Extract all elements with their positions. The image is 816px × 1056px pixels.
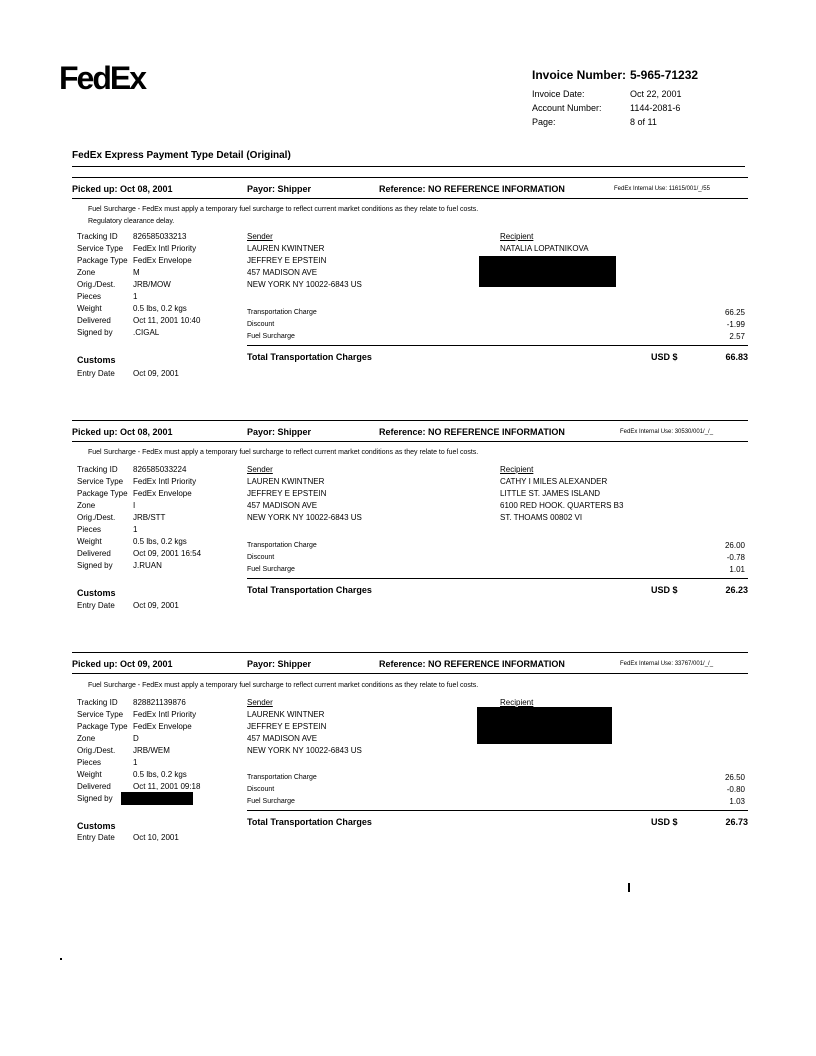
service-type-value: FedEx Intl Priority <box>133 477 197 486</box>
entry-date-value: Oct 10, 2001 <box>133 833 179 842</box>
recipient-line: ST. THOAMS 00802 VI <box>500 513 583 522</box>
signed-by-value: .CIGAL <box>133 328 160 337</box>
transportation-charge-value: 66.25 <box>724 308 745 317</box>
currency-label: USD $ <box>651 585 678 595</box>
recipient-line: NATALIA LOPATNIKOVA <box>500 244 589 253</box>
scan-mark <box>628 883 630 892</box>
fedex-logo <box>59 61 163 95</box>
discount-label: Discount <box>247 321 275 328</box>
internal-use: FedEx Internal Use: 11615/001/_/55 <box>614 186 710 192</box>
delivered-value: Oct 11, 2001 09:18 <box>133 782 201 791</box>
invoice-date-label: Invoice Date: <box>532 89 585 99</box>
entry-date-row <box>77 833 179 842</box>
payor: Payor: Shipper <box>247 659 312 669</box>
discount-value: -1.99 <box>726 320 745 329</box>
currency-label: USD $ <box>651 817 678 827</box>
payor: Payor: Shipper <box>247 184 312 194</box>
shipment-header <box>72 420 748 442</box>
sender-line: NEW YORK NY 10022-6843 US <box>247 513 362 522</box>
package-type-label: Package Type <box>77 489 128 498</box>
invoice-number-row <box>532 67 752 87</box>
weight-value: 0.5 lbs, 0.2 kgs <box>133 770 187 779</box>
shipment-header <box>72 177 748 199</box>
account-number-value: 1144-2081-6 <box>630 103 681 113</box>
package-type-label: Package Type <box>77 256 128 265</box>
invoice-date-row <box>532 87 752 101</box>
total-value: 26.73 <box>725 817 748 827</box>
shipment-header <box>72 652 748 674</box>
reference: Reference: NO REFERENCE INFORMATION <box>379 659 565 669</box>
svg-text:FedEx: FedEx <box>59 61 146 95</box>
weight-label: Weight <box>77 304 102 313</box>
delivered-label: Delivered <box>77 549 111 558</box>
reference: Reference: NO REFERENCE INFORMATION <box>379 427 565 437</box>
weight-label: Weight <box>77 770 102 779</box>
picked-up: Picked up: Oct 08, 2001 <box>72 184 173 194</box>
entry-date-label: Entry Date <box>77 833 115 842</box>
pieces-value: 1 <box>133 292 138 301</box>
entry-date-label: Entry Date <box>77 601 115 610</box>
transportation-charge-label: Transportation Charge <box>247 542 317 549</box>
shipment-details <box>77 464 201 572</box>
tracking-id-value: 828821139876 <box>133 698 186 707</box>
picked-up: Picked up: Oct 08, 2001 <box>72 427 173 437</box>
charges-block <box>247 772 748 808</box>
pieces-value: 1 <box>133 525 138 534</box>
shipment-note: Regulatory clearance delay. <box>88 218 175 225</box>
package-type-value: FedEx Envelope <box>133 256 192 265</box>
sender-block <box>247 231 362 291</box>
customs-heading: Customs <box>77 588 116 598</box>
tracking-id-label: Tracking ID <box>77 698 118 707</box>
fuel-surcharge-label: Fuel Surcharge <box>247 566 295 573</box>
customs-heading: Customs <box>77 355 116 365</box>
invoice-number-label: Invoice Number: <box>532 68 627 82</box>
entry-date-value: Oct 09, 2001 <box>133 369 179 378</box>
entry-date-label: Entry Date <box>77 369 115 378</box>
recipient-heading: Recipient <box>500 698 534 707</box>
discount-value: -0.80 <box>726 785 745 794</box>
pieces-label: Pieces <box>77 292 102 301</box>
service-type-value: FedEx Intl Priority <box>133 244 197 253</box>
recipient-block <box>500 464 623 524</box>
fuel-surcharge-value: 1.01 <box>729 565 745 574</box>
sender-line: 457 MADISON AVE <box>247 501 318 510</box>
shipment-note: Fuel Surcharge - FedEx must apply a temporary fuel surcharge to reflect current market conditions as they relate to fuel costs. <box>88 206 479 213</box>
orig-dest-value: JRB/STT <box>133 513 166 522</box>
sender-line: 457 MADISON AVE <box>247 268 318 277</box>
fuel-surcharge-value: 1.03 <box>729 797 745 806</box>
orig-dest-value: JRB/MOW <box>133 280 171 289</box>
page-label: Page: <box>532 117 556 127</box>
sender-line: LAUREN KWINTNER <box>247 477 325 486</box>
total-row <box>247 810 748 830</box>
account-number-row <box>532 101 752 115</box>
zone-value: M <box>133 268 140 277</box>
total-label: Total Transportation Charges <box>247 585 372 595</box>
sender-line: 457 MADISON AVE <box>247 734 318 743</box>
internal-use: FedEx Internal Use: 30530/001/_/_ <box>620 429 714 435</box>
currency-label: USD $ <box>651 352 678 362</box>
invoice-header <box>532 67 752 129</box>
shipment-details <box>77 231 200 339</box>
scan-mark <box>60 958 62 960</box>
entry-date-row <box>77 601 179 610</box>
package-type-value: FedEx Envelope <box>133 722 192 731</box>
weight-value: 0.5 lbs, 0.2 kgs <box>133 537 187 546</box>
delivered-label: Delivered <box>77 782 111 791</box>
account-number-label: Account Number: <box>532 103 602 113</box>
orig-dest-label: Orig./Dest. <box>77 746 116 755</box>
package-type-value: FedEx Envelope <box>133 489 192 498</box>
shipment-section <box>72 652 748 880</box>
sender-heading: Sender <box>247 465 273 474</box>
zone-value: I <box>133 501 136 510</box>
shipment-note: Fuel Surcharge - FedEx must apply a temporary fuel surcharge to reflect current market conditions as they relate to fuel costs. <box>88 449 479 456</box>
sender-block <box>247 697 362 757</box>
weight-label: Weight <box>77 537 102 546</box>
shipment-section <box>72 177 748 405</box>
redaction-box <box>479 256 616 287</box>
transportation-charge-value: 26.50 <box>724 773 745 782</box>
page-value: 8 of 11 <box>630 117 657 127</box>
total-value: 66.83 <box>725 352 748 362</box>
tracking-id-value: 826585033224 <box>133 465 187 474</box>
service-type-value: FedEx Intl Priority <box>133 710 197 719</box>
tracking-id-label: Tracking ID <box>77 232 118 241</box>
tracking-id-label: Tracking ID <box>77 465 118 474</box>
reference: Reference: NO REFERENCE INFORMATION <box>379 184 565 194</box>
picked-up: Picked up: Oct 09, 2001 <box>72 659 173 669</box>
delivered-label: Delivered <box>77 316 111 325</box>
shipment-note: Fuel Surcharge - FedEx must apply a temporary fuel surcharge to reflect current market conditions as they relate to fuel costs. <box>88 682 479 689</box>
total-value: 26.23 <box>725 585 748 595</box>
pieces-value: 1 <box>133 758 138 767</box>
total-row <box>247 578 748 598</box>
transportation-charge-value: 26.00 <box>724 541 745 550</box>
recipient-heading: Recipient <box>500 232 534 241</box>
recipient-line: 6100 RED HOOK. QUARTERS B3 <box>500 501 624 510</box>
total-row <box>247 345 748 365</box>
zone-label: Zone <box>77 268 96 277</box>
entry-date-value: Oct 09, 2001 <box>133 601 179 610</box>
payor: Payor: Shipper <box>247 427 312 437</box>
sender-block <box>247 464 362 524</box>
fuel-surcharge-label: Fuel Surcharge <box>247 798 295 805</box>
redaction-box <box>477 707 612 744</box>
discount-label: Discount <box>247 786 275 793</box>
service-type-label: Service Type <box>77 244 124 253</box>
shipment-details <box>77 697 200 805</box>
shipment-section <box>72 420 748 648</box>
charges-block <box>247 307 748 343</box>
redaction-box <box>121 792 193 805</box>
delivered-value: Oct 11, 2001 10:40 <box>133 316 201 325</box>
sender-line: LAUREN KWINTNER <box>247 244 325 253</box>
transportation-charge-label: Transportation Charge <box>247 774 317 781</box>
zone-value: D <box>133 734 139 743</box>
total-label: Total Transportation Charges <box>247 817 372 827</box>
title-divider <box>72 166 745 167</box>
fuel-surcharge-value: 2.57 <box>729 332 745 341</box>
orig-dest-label: Orig./Dest. <box>77 513 116 522</box>
service-type-label: Service Type <box>77 710 124 719</box>
customs-heading: Customs <box>77 821 116 831</box>
sender-line: JEFFREY E EPSTEIN <box>247 489 327 498</box>
package-type-label: Package Type <box>77 722 128 731</box>
discount-label: Discount <box>247 554 275 561</box>
discount-value: -0.78 <box>726 553 745 562</box>
recipient-heading: Recipient <box>500 465 534 474</box>
orig-dest-label: Orig./Dest. <box>77 280 116 289</box>
charges-block <box>247 540 748 576</box>
total-label: Total Transportation Charges <box>247 352 372 362</box>
invoice-date-value: Oct 22, 2001 <box>630 89 682 99</box>
recipient-line: LITTLE ST. JAMES ISLAND <box>500 489 601 498</box>
zone-label: Zone <box>77 734 96 743</box>
signed-by-label: Signed by <box>77 328 113 337</box>
transportation-charge-label: Transportation Charge <box>247 309 317 316</box>
signed-by-value: J.RUAN <box>133 561 162 570</box>
recipient-block <box>500 231 589 255</box>
internal-use: FedEx Internal Use: 33767/001/_/_ <box>620 661 714 667</box>
tracking-id-value: 826585033213 <box>133 232 187 241</box>
sender-line: JEFFREY E EPSTEIN <box>247 722 327 731</box>
sender-line: NEW YORK NY 10022-6843 US <box>247 746 362 755</box>
page-row <box>532 115 752 129</box>
fuel-surcharge-label: Fuel Surcharge <box>247 333 295 340</box>
pieces-label: Pieces <box>77 758 102 767</box>
sender-heading: Sender <box>247 232 273 241</box>
zone-label: Zone <box>77 501 96 510</box>
sender-line: LAURENK WINTNER <box>247 710 325 719</box>
document-title: FedEx Express Payment Type Detail (Original) <box>72 150 291 161</box>
sender-line: JEFFREY E EPSTEIN <box>247 256 327 265</box>
orig-dest-value: JRB/WEM <box>133 746 170 755</box>
delivered-value: Oct 09, 2001 16:54 <box>133 549 202 558</box>
weight-value: 0.5 lbs, 0.2 kgs <box>133 304 187 313</box>
signed-by-label: Signed by <box>77 561 113 570</box>
service-type-label: Service Type <box>77 477 124 486</box>
pieces-label: Pieces <box>77 525 102 534</box>
recipient-line: CATHY I MILES ALEXANDER <box>500 477 608 486</box>
invoice-number-value: 5-965-71232 <box>630 68 699 82</box>
entry-date-row <box>77 369 179 378</box>
sender-heading: Sender <box>247 698 273 707</box>
sender-line: NEW YORK NY 10022-6843 US <box>247 280 362 289</box>
signed-by-label: Signed by <box>77 794 113 803</box>
